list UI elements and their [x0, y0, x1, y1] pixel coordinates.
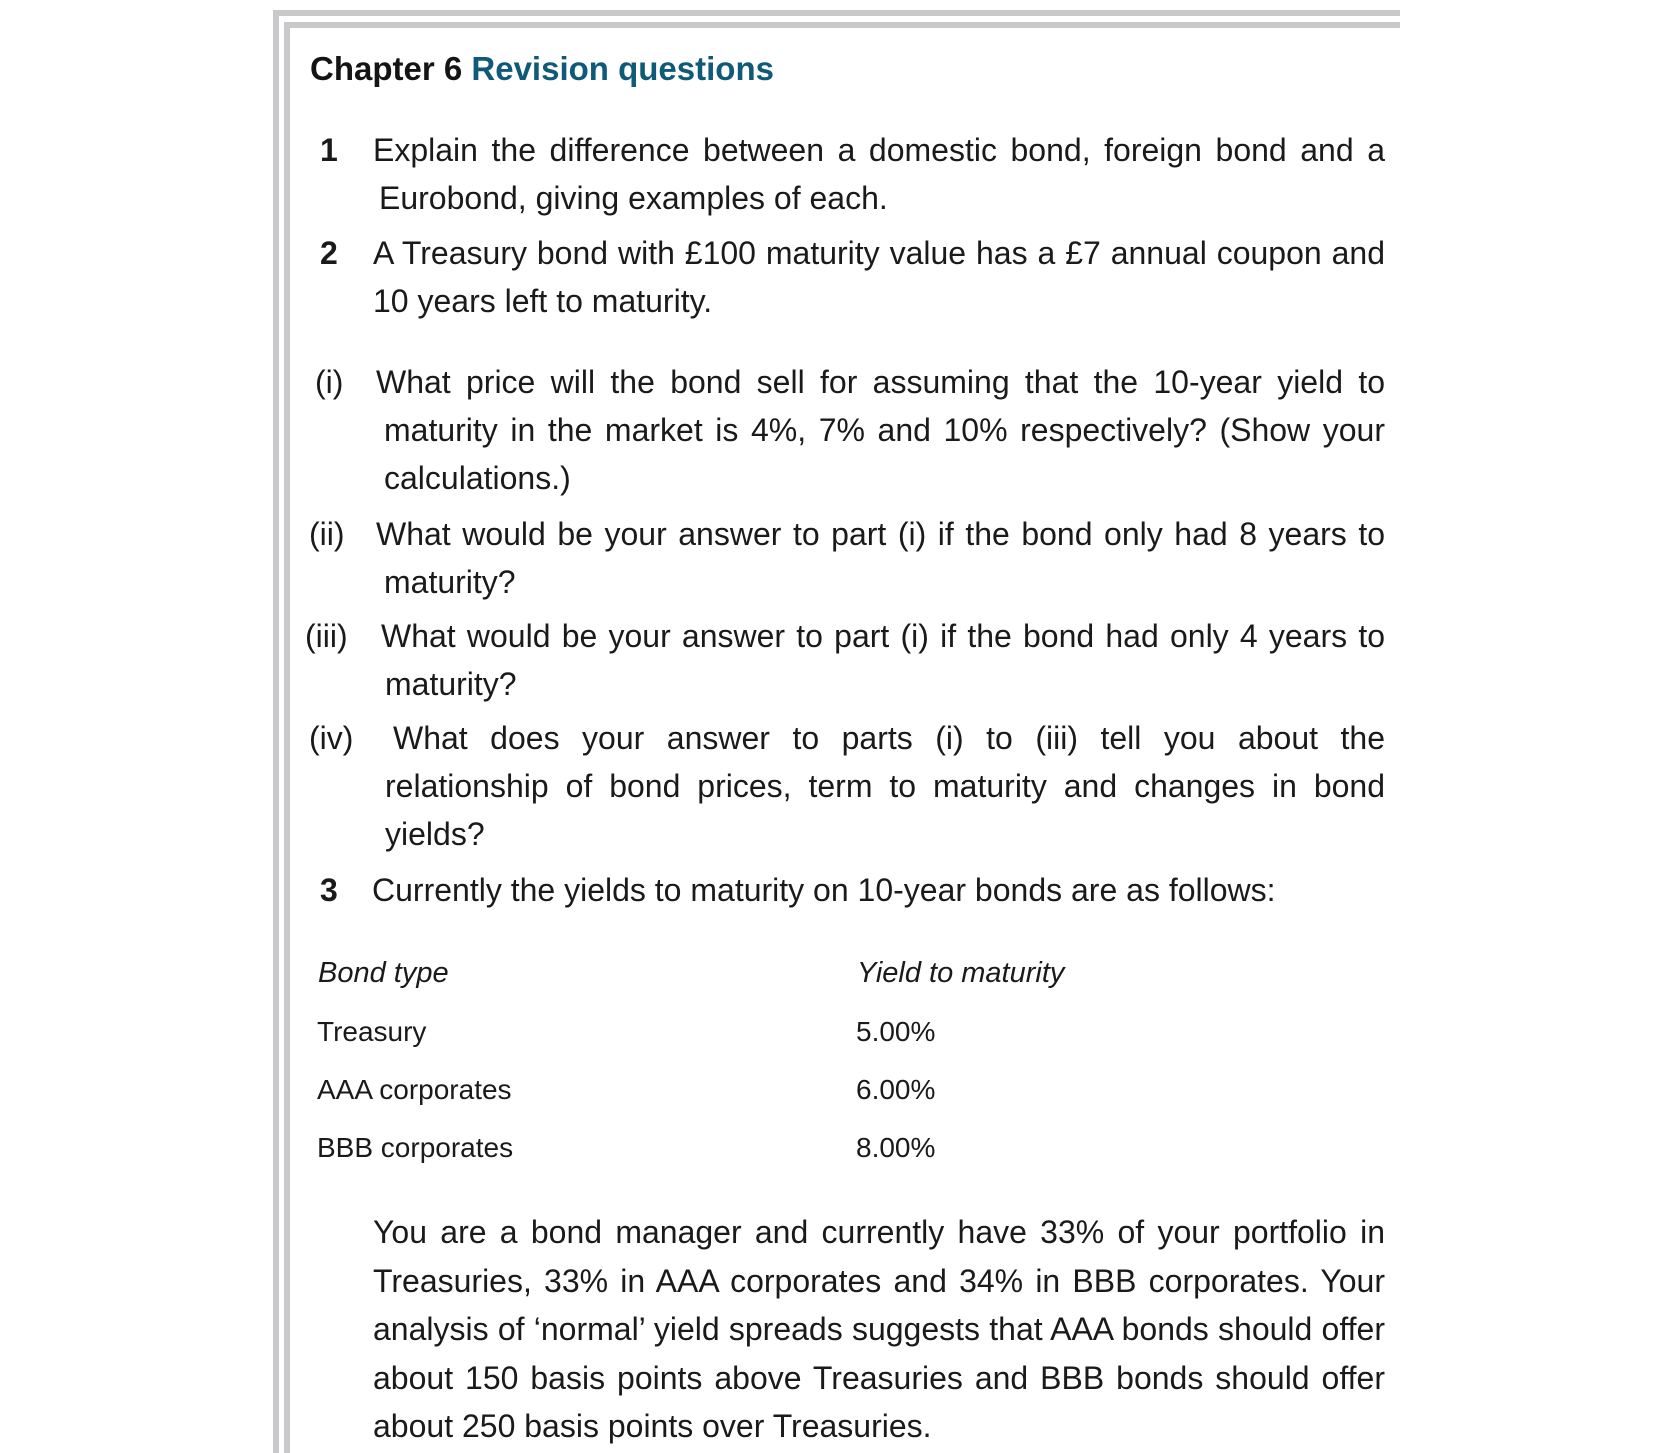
question-number: 1 [320, 132, 338, 168]
table-cell-yield: 8.00% [856, 1132, 936, 1163]
question-text: A Treasury bond with £100 maturity value has a £7 annual coupon and 10 years left to maturity. [373, 235, 1385, 319]
question-1 [320, 126, 1385, 222]
question-text: Currently the yields to maturity on 10-year bonds are as follows: [372, 872, 1276, 908]
page-frame-inner-top [284, 22, 1400, 28]
question-2 [320, 229, 1385, 325]
subpart-text: What price will the bond sell for assuming that the 10-year yield to maturity in the market is 4%, 7% and 10% respectively? (Show your calculations.) [376, 364, 1385, 496]
chapter-title: Revision questions [471, 50, 774, 87]
subpart-label: (i) [315, 364, 344, 400]
subpart-i [315, 358, 1385, 502]
subpart-iv [309, 714, 1385, 858]
question-text: Explain the difference between a domestic bond, foreign bond and a Eurobond, giving examples of each. [373, 132, 1385, 216]
subpart-iii [305, 612, 1385, 708]
question-number: 2 [320, 235, 338, 271]
table-cell-bond-type: BBB corporates [317, 1132, 514, 1163]
question-number: 3 [320, 872, 338, 908]
table-cell-bond-type: AAA corporates [317, 1074, 512, 1105]
scenario-paragraph: You are a bond manager and currently have 33% of your portfolio in Treasuries, 33% in AAA corporates and 34% in BBB corporates. Your analysis of ‘normal’ yield spreads suggests that AAA bonds should offer about 150 basis points above Treasuries and BBB bonds should offer about 250 basis points over Treasuries. [373, 1214, 1385, 1444]
page-frame-inner-left [284, 22, 290, 1453]
table-cell-yield: 5.00% [856, 1016, 936, 1047]
subpart-label: (iii) [305, 618, 348, 654]
subpart-text: What does your answer to parts (i) to (iii) tell you about the relationship of bond prices, term to maturity and changes in bond yields? [385, 720, 1385, 852]
table-cell-yield: 6.00% [856, 1074, 936, 1105]
subpart-text: What would be your answer to part (i) if the bond had only 4 years to maturity? [381, 618, 1385, 702]
page-title [310, 50, 774, 88]
subpart-text: What would be your answer to part (i) if the bond only had 8 years to maturity? [376, 516, 1385, 600]
page-frame-outer-left [273, 10, 279, 1453]
subpart-ii [309, 510, 1385, 606]
chapter-label: Chapter 6 [310, 50, 463, 87]
table-cell-bond-type: Treasury [317, 1016, 427, 1047]
question-3 [320, 866, 1385, 914]
table-header-yield: Yield to maturity [857, 957, 1065, 989]
page-frame-outer-top [273, 10, 1400, 16]
subpart-label: (ii) [309, 516, 345, 552]
subpart-label: (iv) [309, 720, 354, 756]
table-header-bond-type: Bond type [318, 957, 449, 989]
